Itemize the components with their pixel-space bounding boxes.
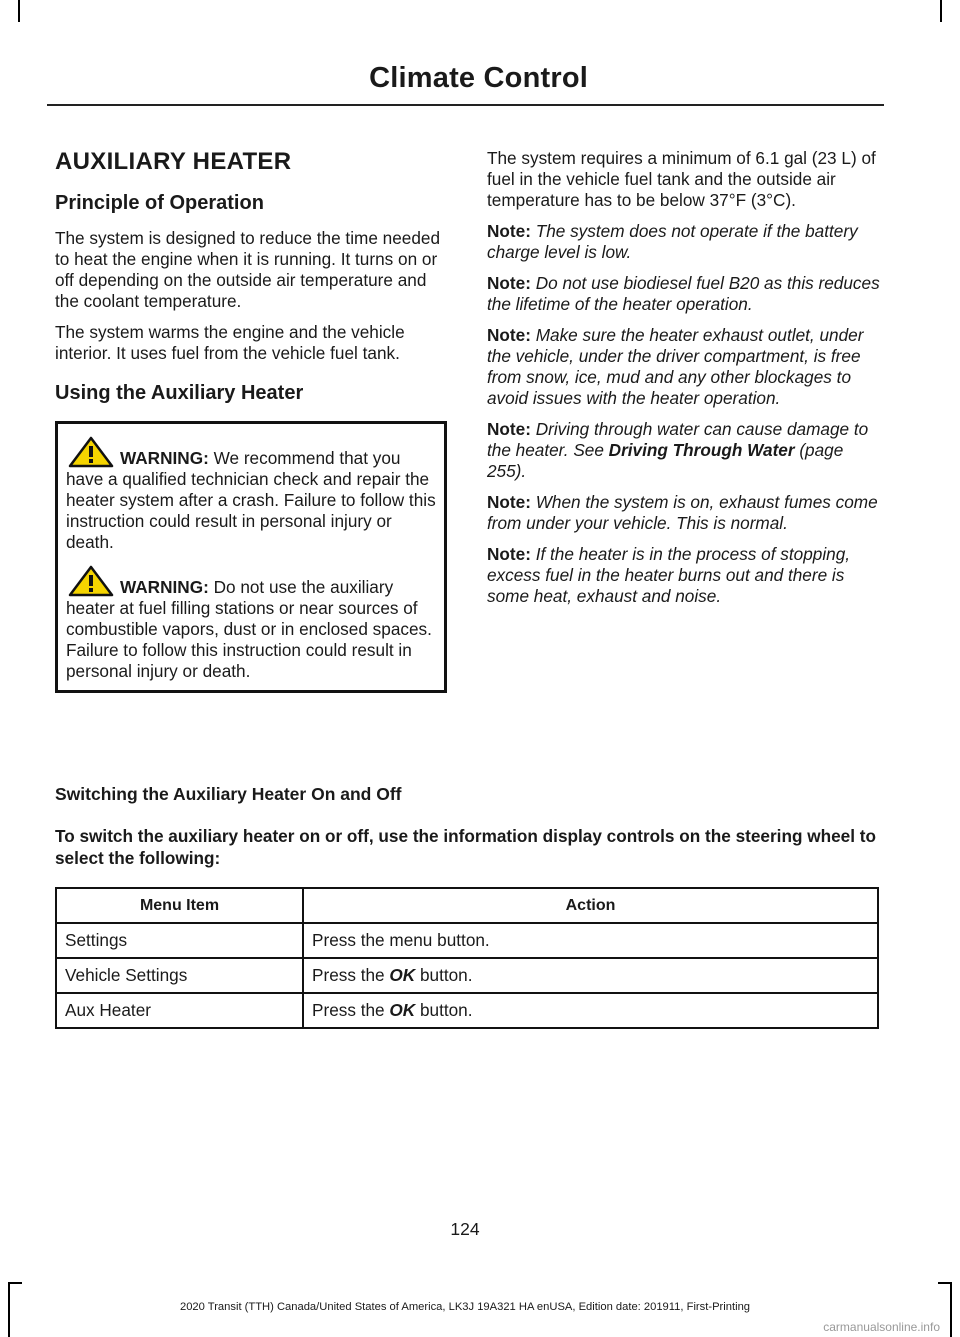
note-exhaust-outlet <box>487 325 880 409</box>
right-column <box>487 148 880 617</box>
note-label: Note: <box>487 221 531 241</box>
switching-heading: Switching the Auxiliary Heater On and Off <box>55 784 402 804</box>
ok-key-label: OK <box>389 1000 416 1020</box>
note-label: Note: <box>487 419 531 439</box>
note-label: Note: <box>487 544 531 564</box>
note-page-ref: (page 255). <box>487 440 844 481</box>
menu-item-cell: Vehicle Settings <box>56 958 303 993</box>
table-row <box>56 923 878 958</box>
crop-mark <box>18 0 20 22</box>
note-driving-water <box>487 419 880 482</box>
page-header-title: Climate Control <box>369 62 588 94</box>
table-row <box>56 958 878 993</box>
edition-footer: 2020 Transit (TTH) Canada/United States of America, LK3J 19A321 HA enUSA, Edition date: 201911, First-Printing <box>179 1301 751 1313</box>
note-label: Note: <box>487 325 531 345</box>
action-text: Press the <box>312 965 390 985</box>
note-label: Note: <box>487 273 531 293</box>
warning-triangle-icon <box>68 436 114 468</box>
header-divider <box>47 104 884 106</box>
ok-key-label: OK <box>389 965 416 985</box>
menu-table <box>55 887 879 1029</box>
note-fumes <box>487 492 880 534</box>
crop-mark <box>950 1282 952 1337</box>
table-row <box>56 993 878 1028</box>
menu-item-cell: Settings <box>56 923 303 958</box>
warning-triangle-icon <box>68 565 114 597</box>
warning-box <box>55 421 447 693</box>
principle-heading: Principle of Operation <box>55 192 264 214</box>
note-text: The system does not operate if the battery charge level is low. <box>487 221 858 262</box>
fuel-requirement: The system requires a minimum of 6.1 gal (23 L) of fuel in the vehicle fuel tank and the outside air temperature has to be below 37°F (3°C). <box>487 148 876 210</box>
table-header-row <box>56 888 878 923</box>
action-cell <box>303 923 878 958</box>
section-title: AUXILIARY HEATER <box>55 148 292 175</box>
action-cell <box>303 993 878 1028</box>
column-header-menu-item: Menu Item <box>56 888 303 923</box>
warning-label: WARNING: <box>120 577 209 597</box>
warning-text: Do not use the auxiliary heater at fuel filling stations or near sources of combustible vapors, dust or in enclosed spaces. Failure to follow this instruction could result in personal injury or death. <box>66 577 432 681</box>
note-text: Driving through water can cause damage to the heater. See <box>487 419 869 460</box>
note-text: When the system is on, exhaust fumes come from under your vehicle. This is normal. <box>487 492 878 533</box>
action-text: Press the menu button. <box>312 930 490 950</box>
switching-instruction: To switch the auxiliary heater on or off, use the information display controls on the steering wheel to select the following: <box>55 826 876 868</box>
switching-section <box>55 784 879 1029</box>
left-column <box>55 148 447 693</box>
crop-mark <box>940 0 942 22</box>
page-number: 124 <box>450 1219 480 1239</box>
principle-paragraph-2: The system warms the engine and the vehicle interior. It uses fuel from the vehicle fuel tank. <box>55 322 405 363</box>
using-heading: Using the Auxiliary Heater <box>55 382 304 404</box>
warning-text: We recommend that you have a qualified technician check and repair the heater system after a crash. Failure to follow this instruction could result in personal injury or death. <box>66 448 436 552</box>
note-text: If the heater is in the process of stopping, excess fuel in the heater burns out and there is some heat, exhaust and noise. <box>487 544 851 606</box>
driving-through-water-link[interactable]: Driving Through Water <box>608 440 795 460</box>
note-battery <box>487 221 880 263</box>
warning-1 <box>66 436 436 553</box>
watermark: carmanualsonline.info <box>823 1320 940 1334</box>
warning-label: WARNING: <box>120 448 209 468</box>
note-text: Do not use biodiesel fuel B20 as this reduces the lifetime of the heater operation. <box>487 273 880 314</box>
note-text: Make sure the heater exhaust outlet, under the vehicle, under the driver compartment, is free from snow, ice, mud and any other blockages to avoid issues with the heater operation. <box>487 325 864 408</box>
action-text: button. <box>415 1000 473 1020</box>
note-stopping <box>487 544 880 607</box>
crop-mark <box>8 1282 22 1284</box>
warning-2 <box>66 565 436 682</box>
action-cell <box>303 958 878 993</box>
action-text: button. <box>415 965 473 985</box>
column-header-action: Action <box>303 888 878 923</box>
menu-item-cell: Aux Heater <box>56 993 303 1028</box>
principle-paragraph-1: The system is designed to reduce the time needed to heat the engine when it is running. It turns on or off depending on the outside air temperature and the coolant temperature. <box>55 228 441 311</box>
action-text: Press the <box>312 1000 390 1020</box>
note-biodiesel <box>487 273 880 315</box>
note-label: Note: <box>487 492 531 512</box>
